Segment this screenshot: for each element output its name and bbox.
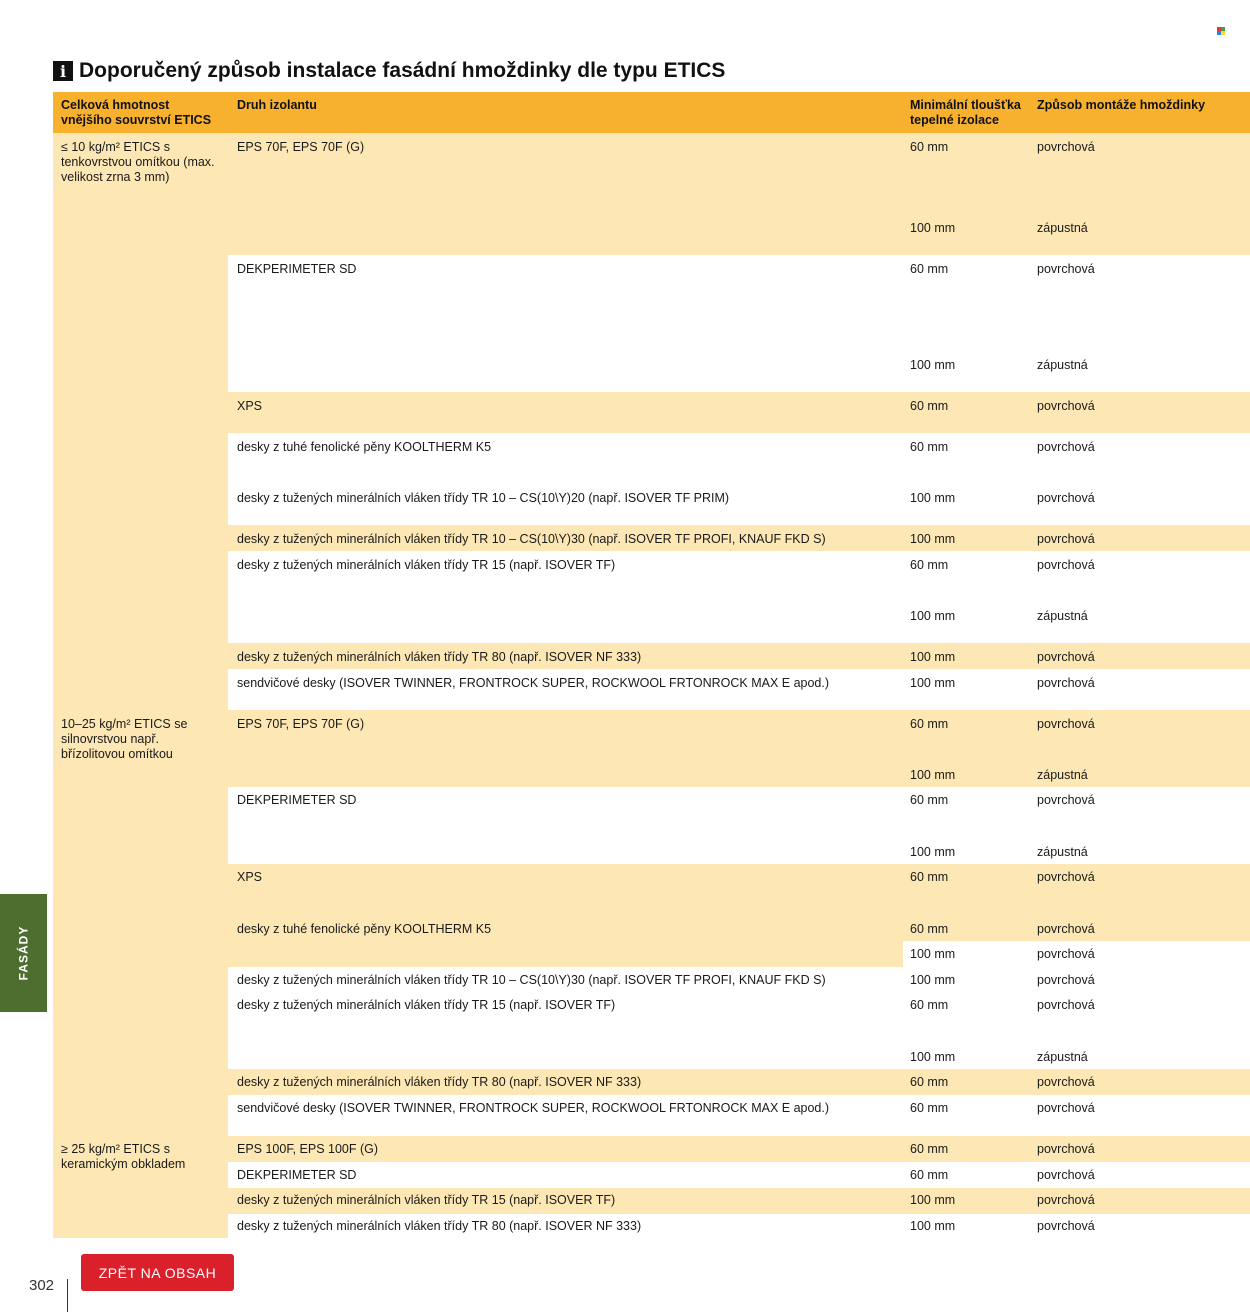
thickness-cell: 60 mm bbox=[910, 440, 949, 454]
method-cell: povrchová bbox=[1037, 676, 1095, 690]
thickness-cell: 60 mm bbox=[910, 1101, 949, 1115]
method-cell: povrchová bbox=[1037, 998, 1095, 1012]
thickness-cell: 60 mm bbox=[910, 922, 949, 936]
thickness-cell: 60 mm bbox=[910, 399, 949, 413]
insulation-cell: EPS 100F, EPS 100F (G) bbox=[237, 1142, 379, 1156]
method-cell: povrchová bbox=[1037, 262, 1095, 276]
thickness-cell: 60 mm bbox=[910, 1168, 949, 1182]
thickness-cell: 100 mm bbox=[910, 650, 956, 664]
method-cell: zápustná bbox=[1037, 609, 1088, 623]
insulation-cell: desky z tužených minerálních vláken třídy TR 10 – CS(10\Y)20 (např. ISOVER TF PRIM) bbox=[237, 491, 730, 505]
thickness-cell: 100 mm bbox=[910, 491, 956, 505]
insulation-cell: DEKPERIMETER SD bbox=[237, 1168, 357, 1182]
group-label: 10–25 kg/m² ETICS se silnovrstvou např. břízolitovou omítkou bbox=[61, 717, 188, 761]
method-cell: povrchová bbox=[1037, 1075, 1095, 1089]
insulation-cell: desky z tužených minerálních vláken třídy TR 80 (např. ISOVER NF 333) bbox=[237, 650, 642, 664]
insulation-cell: EPS 70F, EPS 70F (G) bbox=[237, 717, 365, 731]
thickness-cell: 100 mm bbox=[910, 845, 956, 859]
method-cell: povrchová bbox=[1037, 399, 1095, 413]
method-cell: povrchová bbox=[1037, 793, 1095, 807]
group-cell-bg bbox=[53, 710, 228, 1148]
header-weight: Celková hmotnost vnějšího souvrství ETICS bbox=[61, 98, 212, 127]
insulation-cell: desky z tužených minerálních vláken třídy TR 15 (např. ISOVER TF) bbox=[237, 558, 616, 572]
method-cell: povrchová bbox=[1037, 1142, 1095, 1156]
thickness-cell: 100 mm bbox=[910, 947, 956, 961]
row-band bbox=[228, 710, 1250, 787]
method-cell: zápustná bbox=[1037, 1050, 1088, 1064]
header-thickness: Minimální tloušťka tepelné izolace bbox=[910, 98, 1021, 127]
thickness-cell: 60 mm bbox=[910, 998, 949, 1012]
method-cell: povrchová bbox=[1037, 532, 1095, 546]
method-cell: zápustná bbox=[1037, 358, 1088, 372]
back-to-contents-button[interactable]: ZPĚT NA OBSAH bbox=[81, 1254, 234, 1291]
table-header bbox=[53, 92, 1250, 133]
method-cell: povrchová bbox=[1037, 440, 1095, 454]
thickness-cell: 100 mm bbox=[910, 676, 956, 690]
section-tab-fasady bbox=[0, 894, 47, 1012]
method-cell: povrchová bbox=[1037, 558, 1095, 572]
thickness-cell: 100 mm bbox=[910, 1193, 956, 1207]
method-cell: zápustná bbox=[1037, 221, 1088, 235]
method-cell: povrchová bbox=[1037, 717, 1095, 731]
insulation-cell: desky z tužených minerálních vláken třídy TR 10 – CS(10\Y)30 (např. ISOVER TF PROFI, KNAUF FKD S) bbox=[237, 532, 826, 546]
thickness-cell: 100 mm bbox=[910, 1219, 956, 1233]
thickness-cell: 100 mm bbox=[910, 532, 956, 546]
method-cell: zápustná bbox=[1037, 768, 1088, 782]
insulation-cell: DEKPERIMETER SD bbox=[237, 793, 357, 807]
header-insulation: Druh izolantu bbox=[237, 98, 317, 112]
page-number-divider bbox=[67, 1279, 68, 1312]
thickness-cell: 60 mm bbox=[910, 717, 949, 731]
method-cell: povrchová bbox=[1037, 870, 1095, 884]
thickness-cell: 100 mm bbox=[910, 1050, 956, 1064]
group-cell-bg bbox=[53, 133, 228, 723]
method-cell: povrchová bbox=[1037, 1219, 1095, 1233]
method-cell: povrchová bbox=[1037, 1101, 1095, 1115]
thickness-cell: 60 mm bbox=[910, 558, 949, 572]
insulation-cell: desky z tužených minerálních vláken třídy TR 15 (např. ISOVER TF) bbox=[237, 1193, 616, 1207]
insulation-cell: XPS bbox=[237, 870, 263, 884]
method-cell: zápustná bbox=[1037, 845, 1088, 859]
insulation-cell: XPS bbox=[237, 399, 263, 413]
insulation-cell: desky z tužených minerálních vláken třídy TR 80 (např. ISOVER NF 333) bbox=[237, 1219, 642, 1233]
row-band bbox=[228, 133, 1250, 255]
thickness-cell: 60 mm bbox=[910, 1142, 949, 1156]
method-cell: povrchová bbox=[1037, 922, 1095, 936]
insulation-cell: desky z tužených minerálních vláken třídy TR 80 (např. ISOVER NF 333) bbox=[237, 1075, 642, 1089]
method-cell: povrchová bbox=[1037, 140, 1095, 154]
insulation-cell: desky z tuhé fenolické pěny KOOLTHERM K5 bbox=[237, 922, 492, 936]
row-band bbox=[228, 1162, 1250, 1188]
thickness-cell: 60 mm bbox=[910, 793, 949, 807]
group-label: ≤ 10 kg/m² ETICS s tenkovrstvou omítkou (max. velikost zrna 3 mm) bbox=[61, 140, 215, 184]
method-cell: povrchová bbox=[1037, 650, 1095, 664]
method-cell: povrchová bbox=[1037, 947, 1095, 961]
section-tab-label: FASÁDY bbox=[16, 925, 31, 981]
insulation-cell: sendvičové desky (ISOVER TWINNER, FRONTROCK SUPER, ROCKWOOL FRTONROCK MAX E apod.) bbox=[237, 676, 830, 690]
thickness-cell: 100 mm bbox=[910, 609, 956, 623]
method-cell: povrchová bbox=[1037, 1193, 1095, 1207]
insulation-cell: DEKPERIMETER SD bbox=[237, 262, 357, 276]
thickness-cell: 100 mm bbox=[910, 358, 956, 372]
thickness-cell: 60 mm bbox=[910, 870, 949, 884]
thickness-cell: 100 mm bbox=[910, 221, 956, 235]
brand-logo-icon bbox=[1217, 27, 1225, 35]
page-number: 302 bbox=[29, 1277, 55, 1294]
insulation-cell: desky z tužených minerálních vláken třídy TR 15 (např. ISOVER TF) bbox=[237, 998, 616, 1012]
row-band bbox=[228, 1136, 1250, 1162]
method-cell: povrchová bbox=[1037, 491, 1095, 505]
thickness-cell: 100 mm bbox=[910, 768, 956, 782]
header-method: Způsob montáže hmoždinky bbox=[1037, 98, 1206, 112]
row-band bbox=[228, 787, 1250, 864]
page-title-text: Doporučený způsob instalace fasádní hmoždinky dle typu ETICS bbox=[79, 59, 726, 82]
info-icon: i bbox=[53, 61, 73, 81]
method-cell: povrchová bbox=[1037, 973, 1095, 987]
insulation-cell: desky z tuhé fenolické pěny KOOLTHERM K5 bbox=[237, 440, 492, 454]
thickness-cell: 60 mm bbox=[910, 140, 949, 154]
thickness-cell: 100 mm bbox=[910, 973, 956, 987]
row-band bbox=[228, 255, 1250, 392]
insulation-cell: EPS 70F, EPS 70F (G) bbox=[237, 140, 365, 154]
row-band bbox=[228, 392, 1250, 433]
thickness-cell: 60 mm bbox=[910, 262, 949, 276]
insulation-cell: sendvičové desky (ISOVER TWINNER, FRONTROCK SUPER, ROCKWOOL FRTONROCK MAX E apod.) bbox=[237, 1101, 830, 1115]
method-cell: povrchová bbox=[1037, 1168, 1095, 1182]
group-label: ≥ 25 kg/m² ETICS s keramickým obkladem bbox=[61, 1142, 186, 1171]
page-title bbox=[53, 56, 725, 86]
insulation-cell: desky z tužených minerálních vláken třídy TR 10 – CS(10\Y)30 (např. ISOVER TF PROFI, KNAUF FKD S) bbox=[237, 973, 826, 987]
thickness-cell: 60 mm bbox=[910, 1075, 949, 1089]
